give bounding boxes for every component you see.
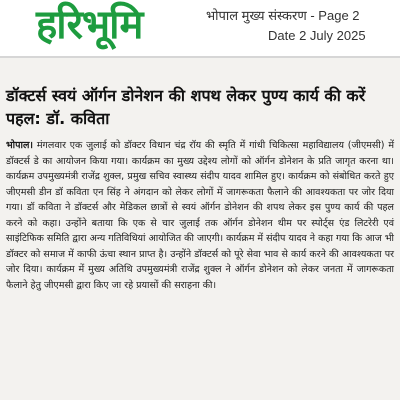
article-paragraph: [6, 138, 394, 293]
newspaper-logo: हरिभूमि: [36, 2, 143, 48]
newspaper-masthead: [0, 0, 400, 58]
article-body: [6, 138, 394, 293]
publication-date: Date 2 July 2025: [268, 28, 366, 43]
article-dateline: भोपाल।: [6, 140, 34, 151]
article-headline: डॉक्टर्स स्वयं ऑर्गन डोनेशन की शपथ लेकर पुण्य कार्य की करें पहल: डॉ. कविता: [6, 86, 366, 128]
article-text: मंगलवार एक जुलाई को डॉक्टर विधान चंद्र रॉय की स्मृति में गांधी चिकित्सा महाविद्यालय (जीएमसी) में डॉक्टर्स डे का आयोजन किया गया। कार्यक्रम का मुख्य उद्देश्य लोगों को ऑर्गन डोनेशन के प्रति जागृत करना था। कार्यक्रम उपमुख्यमंत्री राजेंद्र शुक्ल, प्रमुख सचिव स्वास्थ्य संदीप यादव शामिल हुए। कार्यक्रम को संबोधित करते हुए जीएमसी डीन डॉ कविता एन सिंह ने अंगदान को लेकर लोगों में जागरूकता फैलाने की आवश्यकता पर जोर दिया गया। डॉ कविता ने डॉक्टर्स और मेडिकल छात्रों से स्वयं ऑर्गन डोनेशन की शपथ लेकर इस पुण्य कार्य की पहल करने को कहा। उन्होंने बताया कि एक से चार जुलाई तक ऑर्गन डोनेशन थीम पर स्पोर्ट्स एंड लिटरेरी एवं साइंटिफिक समिति द्वारा अन्य गतिविधियां आयोजित की जाएगी। कार्यक्रम में संदीप यादव ने कहा गया कि आज भी डॉक्टर को समाज में काफी ऊंचा स्थान प्राप्त है। उन्होंने डॉक्टर्स को पूरे सेवा भाव से कार्य करने की आवश्यकता पर जोर दिया। कार्यक्रम में मुख्य अतिथि उपमुख्यमंत्री राजेंद्र शुक्ल ने ऑर्गन डोनेशन को लेकर जनता में जागरूकता फैलाने हेतु जीएमसी द्वारा किए जा रहे प्रयासों की सराहना की।: [6, 140, 394, 291]
edition-line: भोपाल मुख्य संस्करण - Page 2: [206, 8, 360, 23]
